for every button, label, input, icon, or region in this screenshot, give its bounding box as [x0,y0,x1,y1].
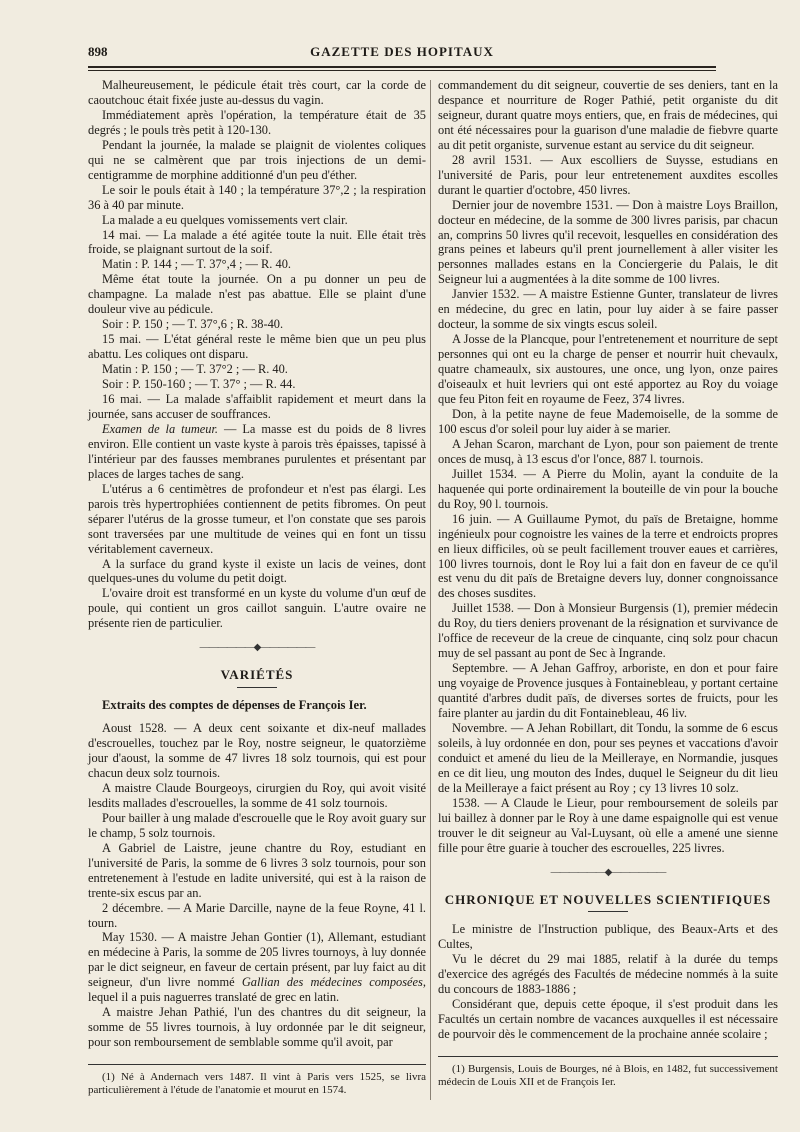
paragraph: commandement du dit seigneur, couvertie de ses deniers, tant en la despance et nourriture de Roger Pathié, petit organiste du dit seigneur, durant quatre moys entiers, que, en frais de médecines, qui ont été nécessaires pour la guarison d'une maladie de fiebvre quarte au dit petit organiste, survenue estant au service du dit seigneur. [438,78,778,152]
paragraph: Aoust 1528. — A deux cent soixante et dix-neuf mallades d'escrouelles, touchez par le Roy, nostre seigneur, le quatorzième jour d'aoust, la somme de 47 livres 18 solz tournois, qui est pour chacun deux solz tournois. [88,721,426,780]
may-text: May 1530. — A maistre Jehan Gontier (1), Allemant, estudiant en médecine à Paris, la somme de 205 livres tournoys, à luy donnée par le dict seigneur, en faveur de certain présent, par luy faict au dit seigneur, d'un livre nommé [88,930,426,990]
paragraph: Le ministre de l'Instruction publique, des Beaux-Arts et des Cultes, [438,922,778,952]
paragraph: Immédiatement après l'opération, la température était de 35 degrés ; le pouls très petit à 120-130. [88,107,426,137]
paragraph: Novembre. — A Jehan Robillart, dit Tondu, la somme de 6 escus soleils, à luy ordonnée en don, pour ses peynes et vaccations d'avoir conduict et amené du lieu de la Meilleraye, en Normandie, jusques en ce dit lieu, ung mouton des Indes, duquel le Seigneur du dit lieu de la Meilleraye a faict présent au Roy ; cy 13 livres 10 solz. [438,720,778,795]
paragraph: Soir : P. 150-160 ; — T. 37° ; — R. 44. [102,377,296,392]
paragraph: Matin : P. 144 ; — T. 37°,4 ; — R. 40. [102,257,291,272]
paragraph: La malade a eu quelques vomissements vert clair. [102,212,348,227]
may-text-end: , lequel il a puis naguerres translaté de grec en latin. [88,975,426,1005]
paragraph-may [88,930,426,1005]
paragraph: L'utérus a 6 centimètres de profondeur et n'est pas élargi. Les parois très hypertrophiées contiennent de petits fibromes. On peut séparer l'utérus de la grosse tumeur, et l'on constate que ses parois sont traversées par une multitude de veines qui en font un tissu véritablement caverneux. [88,481,426,556]
paragraph: A maistre Claude Bourgeoys, cirurgien du Roy, qui avoit visité lesdits mallades d'escrouelles, la somme de 41 solz tournois. [88,780,426,810]
paragraph: Janvier 1532. — A maistre Estienne Gunter, translateur de livres en médecine, du grec en latin, pour luy aider à se faire passer docteur, la somme de six vingts escus soleil. [438,287,778,332]
right-column [438,78,778,1089]
paragraph: Don, à la petite nayne de feue Mademoiselle, de la somme de 100 escus d'or soleil pour luy aider à se marier. [438,406,778,436]
paragraph: Dernier jour de novembre 1531. — Don à maistre Loys Braillon, docteur en médecine, de la somme de 300 livres parisis, par chacun an, comprins 50 livres qu'il recevoit, lesquelles en considération des grans peines et labeurs qu'il prent journellement à aller visiter les personnes mallades estans en la Conciergerie du Palais, le dit Seigneur lui a augmentées à la dite somme de 100 livres. [438,197,778,287]
ornament-separator: ——————◆—————— [199,642,315,654]
paragraph: Soir : P. 150 ; — T. 37°,6 ; R. 38-40. [102,317,284,332]
footnote: (1) Né à Andernach vers 1487. Il vint à Paris vers 1525, se livra particulièrement à l'étude de l'anatomie et mourut en 1574. [88,1071,426,1097]
section-rule [588,911,628,912]
section-title-chronique: CHRONIQUE ET NOUVELLES SCIENTIFIQUES [444,891,772,907]
paragraph: Le soir le pouls était à 140 ; la température 37°,2 ; la respiration 36 à 40 par minute. [88,182,426,212]
exam-label: Examen de la tumeur. [102,421,219,436]
paragraph: 15 mai. — L'état général reste le même bien que un peu plus abattu. Les coliques ont disparu. [88,332,426,362]
paragraph: A Josse de la Plancque, pour l'entretenement et nourriture de sept personnes qui ont eu la charge de penser et nourrir huit chevaulx, quatre chameaulx, six austoures, une once, ung lyon, onze paires d'oiseaulx et huit levriers qui ont esté apportez au Roy du voiage que feu Piton feit en royaume de Feez, 374 livres. [438,332,778,407]
page-header [88,44,716,64]
exam-text: — La masse est du poids de 8 livres environ. Elle contient un vaste kyste à parois très épaisses, tapissé à l'intérieur par des fausses membranes purulentes et présentant par places de larges taches de sang. [88,421,427,481]
paragraph: A la surface du grand kyste il existe un lacis de veines, dont quelques-unes du volume du petit doigt. [88,556,426,586]
paragraph: Vu le décret du 29 mai 1885, relatif à la durée du temps d'exercice des agrégés des Facultés de médecine nommés à la suite du concours de 1883-1886 ; [438,952,778,997]
section-title-varietes: VARIÉTÉS [220,667,294,683]
paragraph: Juillet 1534. — A Pierre du Molin, ayant la conduite de la haquenée qui porte ordinairement la bouteille de vin pour la bouche du Roy, 90 l. tournois. [438,466,778,511]
paragraph: L'ovaire droit est transformé en un kyste du volume d'un œuf de poule, qui contient un gros caillot sanguin. L'autre ovaire ne présente rien de particulier. [88,586,426,631]
paragraph: Même état toute la journée. On a pu donner un peu de champagne. La malade n'est pas abattue. Elle se plaint d'une douleur vive au pédicule. [88,272,426,317]
footnote-rule [88,1064,426,1065]
paragraph: Septembre. — A Jehan Gaffroy, arboriste, en don et pour faire ung voyaige de Provence jusques à Fontainebleau, y portant certaine quantité d'arbres dudit païs, de diverses sortes de fruicts, pour les faire planter au jardin du dit Fontainebleau, 46 liv. [438,661,778,721]
paragraph: 14 mai. — La malade a été agitée toute la nuit. Elle était très froide, se plaignant surtout de la soif. [88,227,426,257]
paragraph: Matin : P. 150 ; — T. 37°2 ; — R. 40. [102,362,288,377]
paragraph: Pour bailler à ung malade d'escrouelle que le Roy avoit guary sur le champ, 5 solz tournois. [88,810,426,840]
paragraph-exam [88,422,426,482]
header-rule [88,66,716,68]
footnote: (1) Burgensis, Louis de Bourges, né à Blois, en 1482, fut successivement médecin de Louis XII et de François Ier. [438,1063,778,1089]
paragraph: Pendant la journée, la malade se plaignit de violentes coliques qui ne se calmèrent que par trois injections de un demi-centigramme de morphine additionné d'un peu d'éther. [88,137,426,182]
paragraph: 16 mai. — La malade s'affaiblit rapidement et meurt dans la journée, sans accuser de souffrances. [88,392,426,421]
footnote-rule [438,1056,778,1057]
paragraph: 28 avril 1531. — Aux escolliers de Suysse, estudians en l'université de Paris, pour leur entretenement auxdites escolles durant le quartier d'octobre, 450 livres. [438,152,778,197]
paragraph: Malheureusement, le pédicule était très court, car la corde de caoutchouc était fixée juste au-dessus du vagin. [88,78,426,107]
section-rule [237,687,277,688]
running-title: GAZETTE DES HOPITAUX [310,44,494,59]
ornament-separator: ——————◆—————— [550,866,666,878]
header-rule-thin [88,70,716,71]
paragraph: 2 décembre. — A Marie Darcille, nayne de la feue Royne, 41 l. tourn. [88,900,426,930]
column-divider [430,80,431,1100]
paragraph: A maistre Jehan Pathié, l'un des chantres du dit seigneur, la somme de 55 livres tournois, à luy ordonnée par le dit seigneur, pour son remboursement de semblable somme qu'il avoit, par [88,1005,426,1050]
book-title: Gallian des médecines composées [241,975,423,990]
paragraph: Juillet 1538. — Don à Monsieur Burgensis (1), premier médecin du Roy, du tiers deniers provenant de la résignation et survivance de l'office de receveur de la creue de cinquante, cinq solz pour chacun muy de sel passant au pont de Sec à Ingrande. [438,601,778,661]
page-number: 898 [88,44,108,59]
paragraph: 16 juin. — A Guillaume Pymot, du païs de Bretaigne, homme ingénieulx pour cognoistre les vaines de la terre et endroicts propres en lieux difficiles, où se peult facillement trouver eaues et carrières, 100 livres tournois, dont le Roy lui a fait don en faveur de ce qu'il est venu du dit païs de Bretaigne devers luy, donner congnoissance des choses susdites. [438,511,778,601]
paragraph: 1538. — A Claude le Lieur, pour remboursement de soleils par lui baillez à donner par le Roy à une dame espaignolle qui est venue trouver le dit seigneur au Val-Luysant, où elle a amené une sienne fille pour être guarie à toucher des escrouelles, 225 livres. [438,795,778,855]
paragraph: Considérant que, depuis cette époque, il s'est produit dans les Facultés un certain nombre de vacances auxquelles il est nécessaire de pourvoir dès le commencement de la prochaine année scolaire ; [438,997,778,1042]
paragraph: A Gabriel de Laistre, jeune chantre du Roy, estudiant en l'université de Paris, la somme de 6 livres 3 solz tournois, pour son entretenement à l'estude en ladite université, qui est à la raison de trente-six escus par an. [88,840,426,900]
left-column [88,78,426,1097]
paragraph: A Jehan Scaron, marchant de Lyon, pour son paiement de trente onces de musq, à 13 escus d'or l'once, 887 l. tournois. [438,436,778,466]
subsection-title: Extraits des comptes de dépenses de François Ier. [102,698,367,713]
